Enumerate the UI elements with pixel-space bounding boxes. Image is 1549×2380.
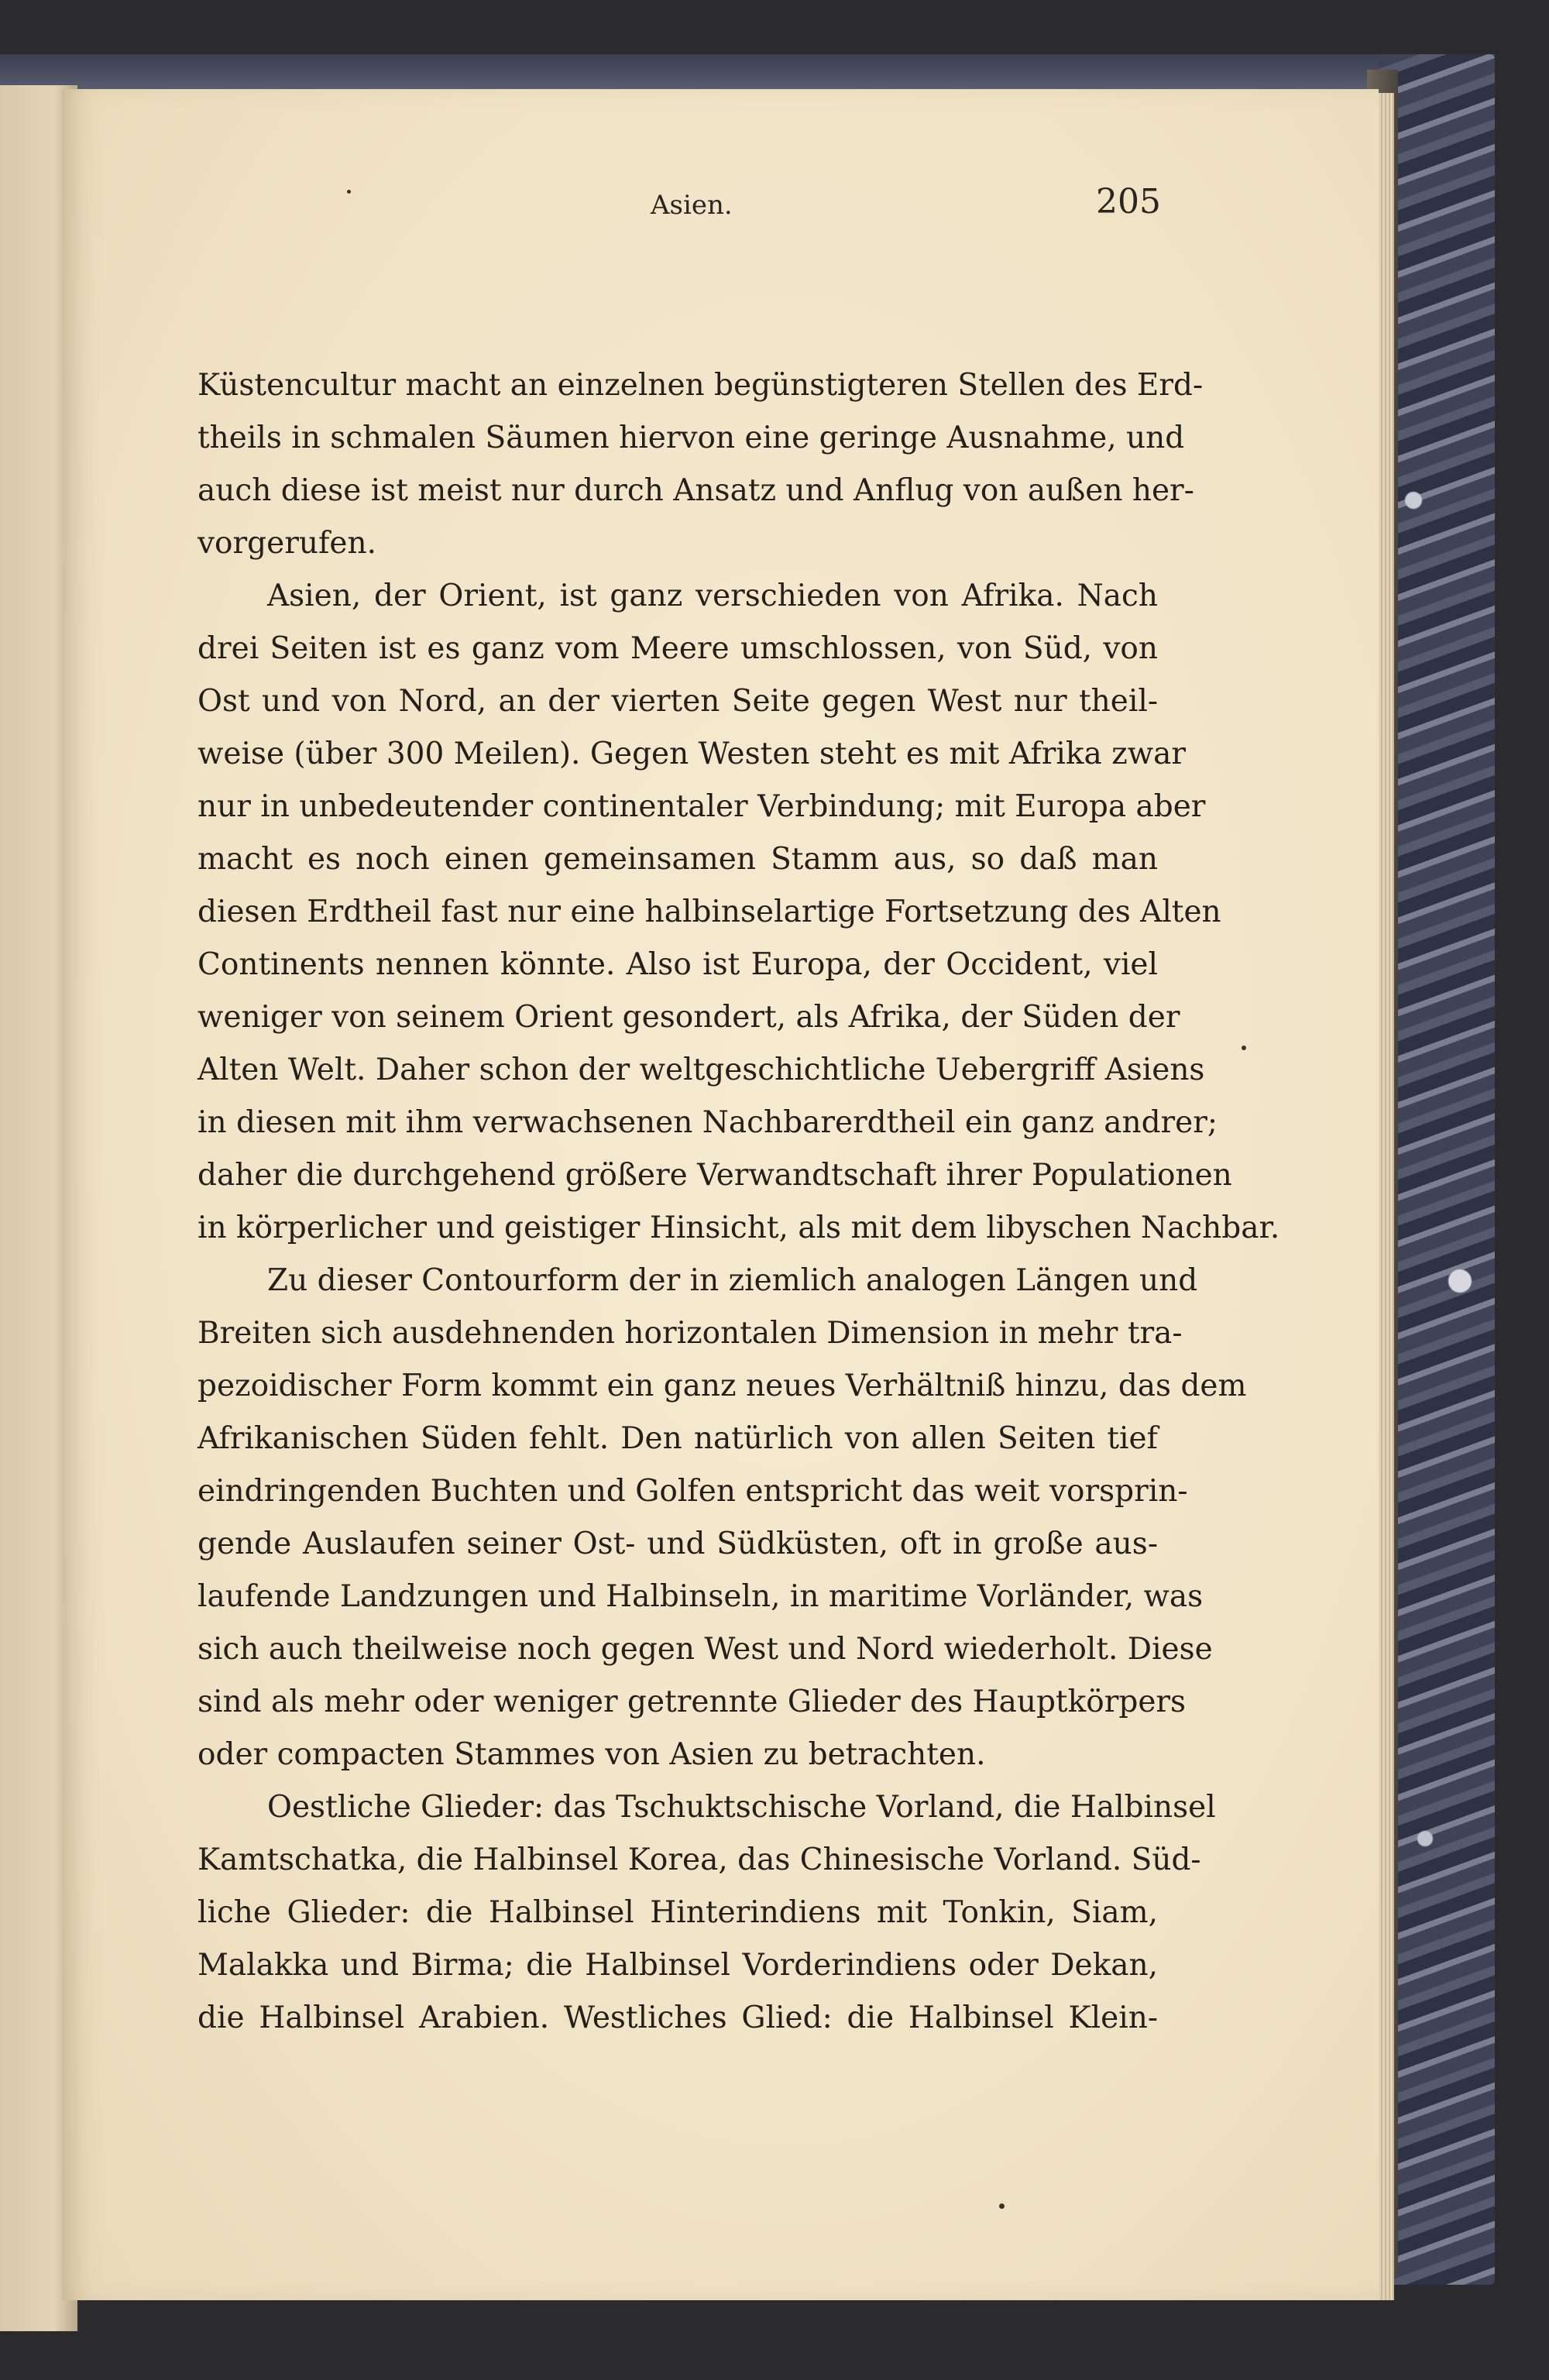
text-line: weise (über 300 Meilen). Gegen Westen steht es mit Afrika zwar (197, 737, 1187, 771)
text-line: eindringenden Buchten und Golfen entspricht das weit vorsprin- (197, 1474, 1188, 1509)
text-line: Afrikanischen Süden fehlt. Den natürlich von allen Seiten tief (197, 1421, 1158, 1456)
text-line: pezoidischer Form kommt ein ganz neues Verhältniß hinzu, das dem (197, 1369, 1247, 1403)
text-line: Breiten sich ausdehnenden horizontalen Dimension in mehr tra- (197, 1316, 1183, 1351)
paper-speck (347, 190, 351, 194)
text-line: Malakka und Birma; die Halbinsel Vorderindiens oder Dekan, (197, 1948, 1158, 1983)
text-line: in diesen mit ihm verwachsenen Nachbarerdtheil ein ganz andrer; (197, 1105, 1218, 1140)
text-line: Asien, der Orient, ist ganz verschieden von Afrika. Nach (267, 579, 1158, 613)
text-line: sind als mehr oder weniger getrennte Glieder des Hauptkörpers (197, 1685, 1187, 1719)
text-line: in körperlicher und geistiger Hinsicht, als mit dem libyschen Nachbar. (197, 1211, 1280, 1245)
text-line: die Halbinsel Arabien. Westliches Glied: die Halbinsel Klein- (197, 2001, 1158, 2035)
running-head: Asien. (651, 190, 733, 221)
text-line: laufende Landzungen und Halbinseln, in maritime Vorländer, was (197, 1579, 1204, 1614)
text-line: Oestliche Glieder: das Tschuktschische Vorland, die Halbinsel (267, 1790, 1216, 1825)
text-line: nur in unbedeutender continentaler Verbindung; mit Europa aber (197, 789, 1206, 824)
text-line: drei Seiten ist es ganz vom Meere umschlossen, von Süd, von (197, 631, 1158, 666)
page-number: 205 (1096, 182, 1161, 222)
text-line: Ost und von Nord, an der vierten Seite gegen West nur theil- (197, 684, 1158, 719)
text-line: macht es noch einen gemeinsamen Stamm aus, so daß man (197, 842, 1158, 877)
text-line: auch diese ist meist nur durch Ansatz und Anflug von außen her- (197, 473, 1194, 508)
text-line: gende Auslaufen seiner Ost- und Südküsten, oft in große aus- (197, 1527, 1158, 1561)
text-line: daher die durchgehend größere Verwandtschaft ihrer Populationen (197, 1158, 1232, 1193)
text-line: Küstencultur macht an einzelnen begünstigteren Stellen des Erd- (197, 368, 1204, 403)
text-line: Kamtschatka, die Halbinsel Korea, das Chinesische Vorland. Süd- (197, 1843, 1201, 1877)
text-line: diesen Erdtheil fast nur eine halbinselartige Fortsetzung des Alten (197, 895, 1221, 929)
book-spine-strip (0, 54, 1495, 93)
text-line: weniger von seinem Orient gesondert, als Afrika, der Süden der (197, 1000, 1180, 1035)
text-line: theils in schmalen Säumen hiervon eine geringe Ausnahme, und (197, 421, 1185, 455)
text-line: liche Glieder: die Halbinsel Hinterindiens mit Tonkin, Siam, (197, 1895, 1158, 1930)
text-line: sich auch theilweise noch gegen West und Nord wiederholt. Diese (197, 1632, 1213, 1667)
text-line: oder compacten Stammes von Asien zu betrachten. (197, 1737, 986, 1772)
text-line: Alten Welt. Daher schon der weltgeschichtliche Uebergriff Asiens (197, 1053, 1205, 1087)
text-line: Zu dieser Contourform der in ziemlich analogen Längen und (267, 1263, 1198, 1298)
paper-speck (999, 2203, 1005, 2209)
paper-speck (1242, 1046, 1246, 1050)
text-line: Continents nennen könnte. Also ist Europa, der Occident, viel (197, 947, 1158, 982)
text-line: vorgerufen. (197, 526, 376, 561)
